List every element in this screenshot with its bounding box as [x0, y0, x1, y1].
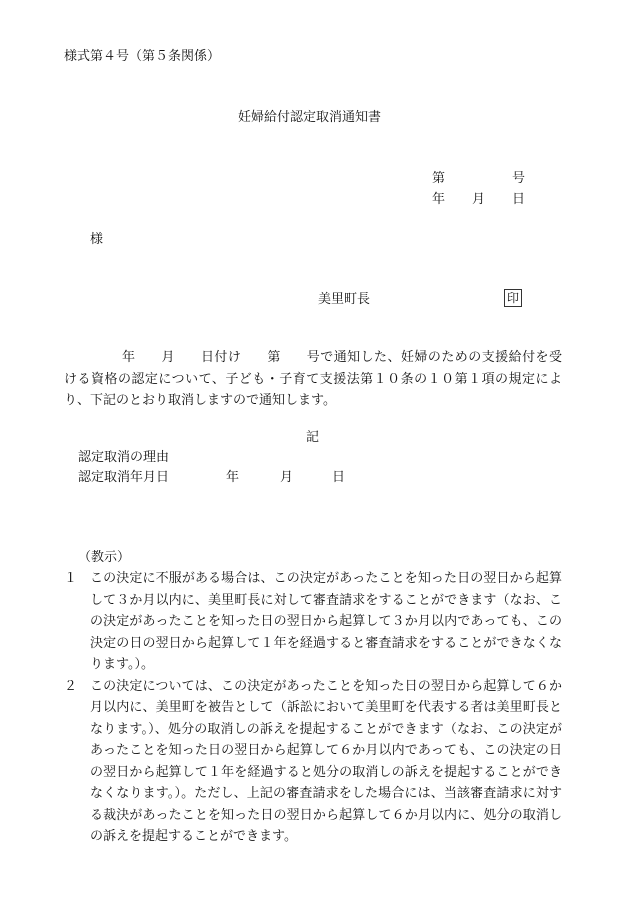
record-year: 年 — [226, 470, 240, 485]
recipient-honorific: 様 — [90, 232, 104, 247]
guidance-item-number: ２ — [64, 678, 78, 694]
seal-mark: 印 — [504, 289, 522, 307]
body-text: 号で通知した、妊婦のための支援給付を受ける資格の認定について、子ども・子育て支援法第１０条の１０第１項の規定により、下記のとおり取消しますので通知します。 — [64, 350, 562, 408]
ref-number-suffix: 号 — [512, 171, 526, 186]
body-date-suffix: 日付け — [200, 350, 242, 365]
ref-year: 年 — [432, 192, 446, 207]
guidance-item — [64, 676, 562, 848]
record-reason-label: 認定取消の理由 — [78, 450, 170, 465]
ref-day: 日 — [512, 192, 526, 207]
guidance-item — [64, 568, 562, 676]
guidance-item-number: １ — [64, 571, 78, 586]
body-number-prefix: 第 — [267, 350, 281, 365]
body-month: 月 — [161, 350, 175, 365]
body-year: 年 — [122, 350, 136, 365]
notice-body — [64, 347, 562, 412]
sender-name: 美里町長 — [318, 292, 371, 307]
record-day: 日 — [332, 470, 346, 485]
record-date-label: 認定取消年月日 — [78, 470, 170, 485]
record-heading: 記 — [306, 430, 320, 445]
guidance-item-text: この決定に不服がある場合は、この決定があったことを知った日の翌日から起算して３か月以内に、美里町長に対して審査請求をすることができます（なお、この決定があったことを知った日の翌日から起算して３か月以内であっても、この決定の日の翌日から起算して１年を経過すると審査請求をすることができなくなります。）。 — [90, 571, 562, 672]
guidance-item-text: この決定については、この決定があったことを知った日の翌日から起算して６か月以内に、美里町を被告として（訴訟において美里町を代表する者は美里町長となります。）、処分の取消しの訴えを提起することができます（なお、この決定があったことを知った日の翌日から起算して６か月以内であっても、この決定の日の翌日から起算して１年を経過すると処分の取消しの訴えを提起することができなくなります。）。ただし、上記の審査請求をした場合には、当該審査請求に対する裁決があったことを知った日の翌日から起算して６か月以内に、処分の取消しの訴えを提起することができます。 — [90, 678, 562, 844]
form-number: 様式第４号（第５条関係） — [64, 49, 221, 64]
guidance-heading: （教示） — [78, 550, 131, 565]
record-month: 月 — [280, 470, 294, 485]
ref-month: 月 — [472, 192, 486, 207]
ref-number-prefix: 第 — [432, 171, 446, 186]
document-title: 妊婦給付認定取消通知書 — [238, 110, 382, 125]
guidance-list — [64, 568, 562, 848]
